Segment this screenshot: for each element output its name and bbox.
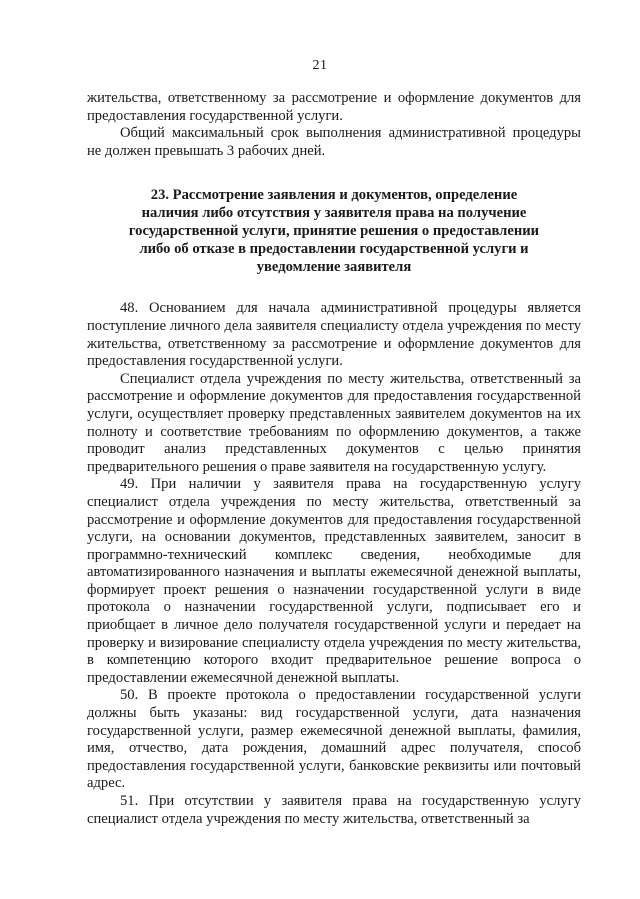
- intro-paragraph-1: жительства, ответственному за рассмотрение и оформление документов для предоставления государственной услуги.: [87, 90, 581, 124]
- paragraph-49: 49. При наличии у заявителя права на государственную услугу специалист отдела учреждения по месту жительства, ответственный за рассмотрение и оформление документов для предоставления государственной услуги, на основании документов, представленных заявителем, заносит в программно-технический комплекс сведения, необходимые для автоматизированного назначения и выплаты ежемесячной денежной выплаты, формирует проект решения о назначении государственной услуги в виде протокола о назначении государственной услуги, подписывает его и приобщает в личное дело получателя государственной услуги и передает на проверку и визирование специалисту отдела учреждения по месту жительства, в компетенцию которого входит предварительное решение вопроса о предоставлении ежемесячной денежной выплаты.: [87, 476, 581, 686]
- section-heading-line: государственной услуги, принятие решения о предоставлении: [128, 223, 540, 240]
- section-heading-line: либо об отказе в предоставлении государственной услуги и: [139, 241, 529, 258]
- document-body: [87, 90, 581, 828]
- paragraph-51: 51. При отсутствии у заявителя права на государственную услугу специалист отдела учреждения по месту жительства, ответственный за: [87, 793, 581, 827]
- paragraph-48-continued: Специалист отдела учреждения по месту жительства, ответственный за рассмотрение и оформление документов для предоставления государственной услуги, осуществляет проверку представленных заявителем документов на их полноту и соответствие требованиям по оформлению документов, а также проводит анализ представленных документов с целью принятия предварительного решения о праве заявителя на государственную услугу.: [87, 370, 581, 475]
- section-heading-line: наличия либо отсутствия у заявителя права на получение: [141, 205, 527, 222]
- intro-paragraph-2: Общий максимальный срок выполнения административной процедуры не должен превышать 3 рабочих дней.: [87, 125, 581, 159]
- section-heading: [87, 186, 581, 276]
- section-heading-line: уведомление заявителя: [256, 259, 412, 276]
- section-heading-line: 23. Рассмотрение заявления и документов, определение: [150, 187, 518, 204]
- paragraph-48: 48. Основанием для начала административной процедуры является поступление личного дела заявителя специалисту отдела учреждения по месту жительства, ответственному за рассмотрение и оформление документов для предоставления государственной услуги.: [87, 300, 581, 370]
- paragraph-50: 50. В проекте протокола о предоставлении государственной услуги должны быть указаны: вид государственной услуги, дата назначения государственной услуги, размер ежемесячной денежной выплаты, фамилия, имя, отчество, дата рождения, домашний адрес получателя, способ предоставления государственной услуги, банковские реквизиты или почтовый адрес.: [87, 687, 581, 792]
- page-number: 21: [312, 58, 328, 73]
